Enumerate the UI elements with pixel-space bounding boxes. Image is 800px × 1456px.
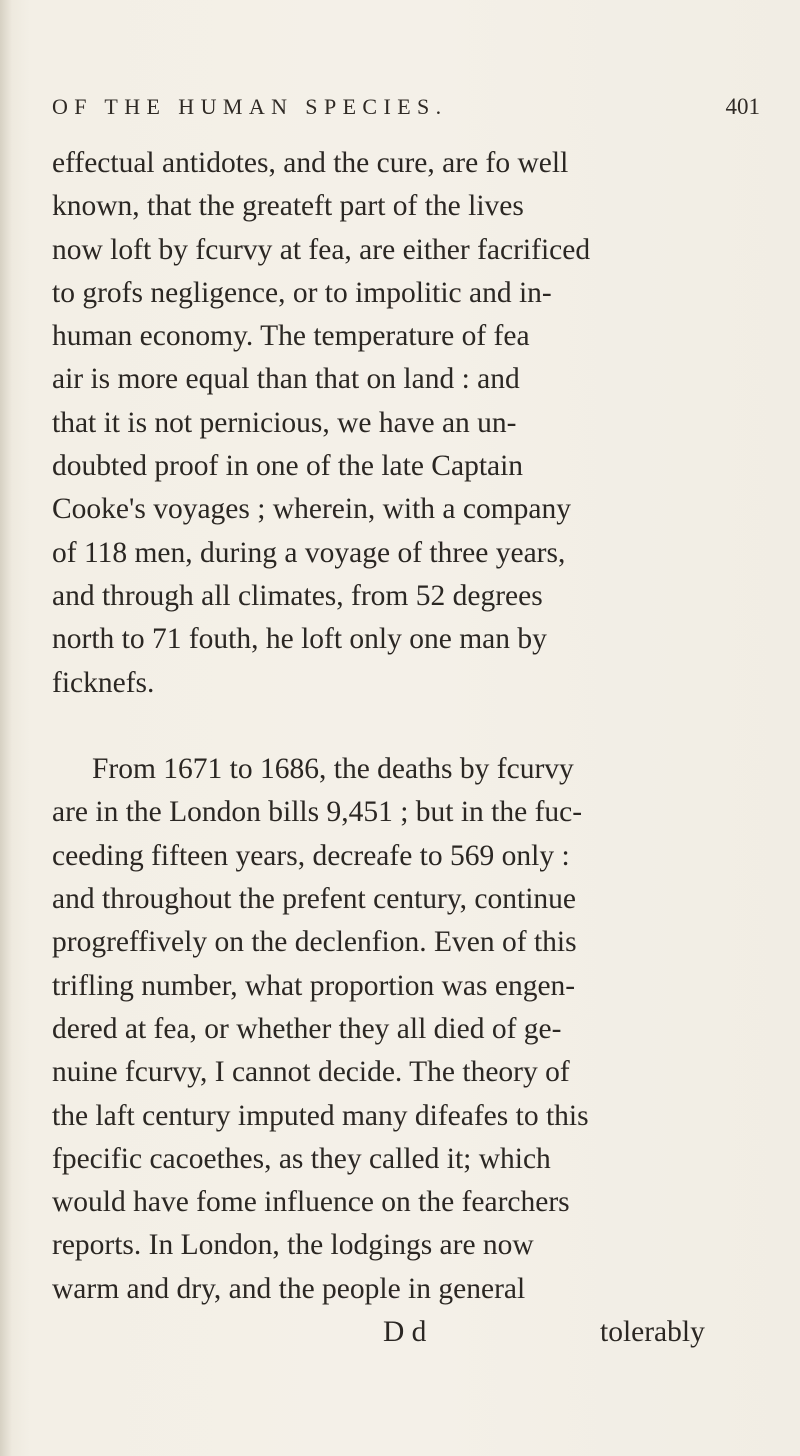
text-line: now loft by fcurvy at fea, are either facrificed bbox=[52, 233, 591, 266]
catchword: tolerably bbox=[600, 1316, 705, 1349]
text-line: ceeding fifteen years, decreafe to 569 only : bbox=[52, 839, 570, 872]
body-text bbox=[52, 142, 764, 1354]
text-line: human economy. The temperature of fea bbox=[52, 320, 530, 353]
paragraph-2 bbox=[52, 748, 764, 1311]
text-line: Cooke's voyages ; wherein, with a company bbox=[52, 493, 571, 526]
text-line: the laft century imputed many difeafes to this bbox=[52, 1099, 589, 1132]
text-line: and through all climates, from 52 degrees bbox=[52, 579, 543, 612]
text-line: From 1671 to 1686, the deaths by fcurvy bbox=[92, 753, 574, 786]
text-line: and throughout the prefent century, continue bbox=[52, 883, 576, 916]
text-line: north to 71 fouth, he loft only one man by bbox=[52, 623, 547, 656]
text-line: reports. In London, the lodgings are now bbox=[52, 1229, 534, 1262]
text-line: fpecific cacoethes, as they called it; which bbox=[52, 1142, 551, 1175]
signature-line bbox=[52, 1311, 764, 1354]
text-line: dered at fea, or whether they all died of ge- bbox=[52, 1012, 562, 1045]
running-header bbox=[52, 94, 760, 124]
text-line: nuine fcurvy, I cannot decide. The theory of bbox=[52, 1056, 570, 1089]
text-line: ficknefs. bbox=[52, 666, 155, 699]
text-line: to grofs negligence, or to impolitic and in- bbox=[52, 276, 552, 309]
text-line: trifling number, what proportion was engen- bbox=[52, 969, 576, 1002]
signature-mark: D d bbox=[383, 1316, 427, 1349]
paragraph-gap bbox=[52, 705, 764, 748]
text-line: progreffively on the declenfion. Even of this bbox=[52, 926, 577, 959]
text-line: known, that the greateft part of the lives bbox=[52, 190, 524, 223]
text-line: doubted proof in one of the late Captain bbox=[52, 450, 524, 483]
text-line: warm and dry, and the people in general bbox=[52, 1272, 526, 1305]
paragraph-1 bbox=[52, 142, 764, 705]
text-line: that it is not pernicious, we have an un- bbox=[52, 406, 517, 439]
page-number: 401 bbox=[725, 94, 760, 119]
text-line: air is more equal than that on land : and bbox=[52, 363, 520, 396]
text-line: are in the London bills 9,451 ; but in the fuc- bbox=[52, 796, 583, 829]
text-line: of 118 men, during a voyage of three years, bbox=[52, 536, 566, 569]
text-line: would have fome influence on the fearchers bbox=[52, 1186, 570, 1219]
running-title: OF THE HUMAN SPECIES. bbox=[52, 94, 448, 119]
text-line: effectual antidotes, and the cure, are fo well bbox=[52, 147, 569, 179]
page-gutter-shadow bbox=[0, 0, 12, 1456]
